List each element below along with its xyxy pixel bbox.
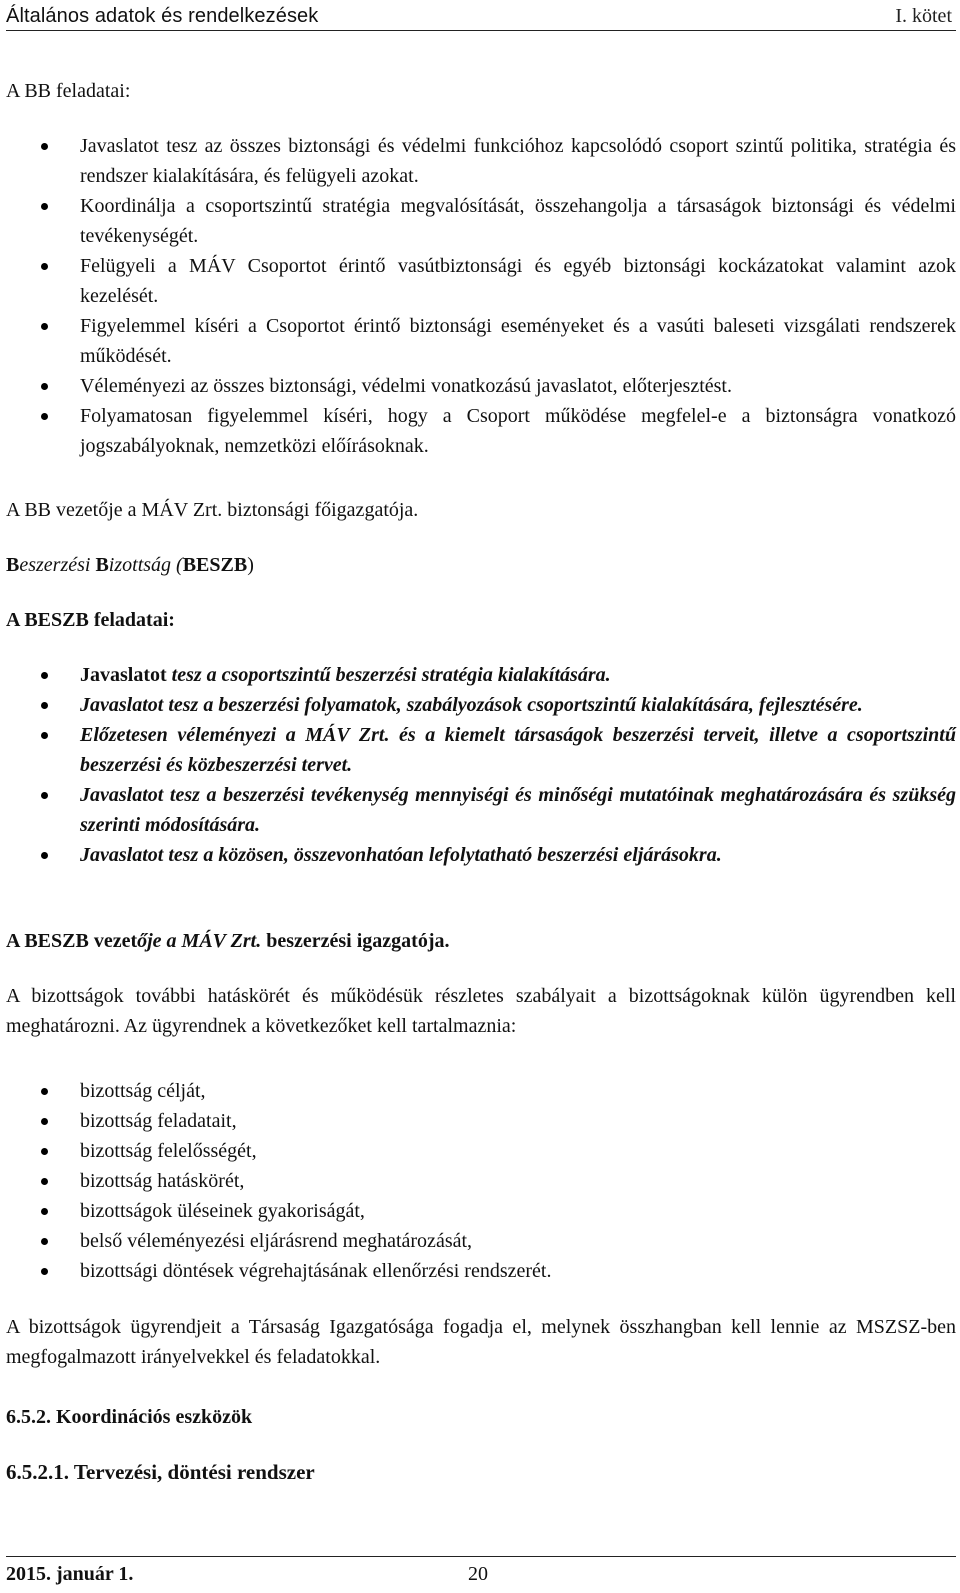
footer-date: 2015. január 1. <box>6 1563 134 1585</box>
rules-list <box>6 1076 956 1286</box>
list-item: belső véleményezési eljárásrend meghatározását, <box>6 1226 956 1256</box>
list-item: bizottság feladatait, <box>6 1106 956 1136</box>
list-item: bizottság hatáskörét, <box>6 1166 956 1196</box>
list-item: bizottság felelősségét, <box>6 1136 956 1166</box>
bb-task-list <box>6 131 956 461</box>
list-item: bizottsági döntések végrehajtásának ellenőrzési rendszerét. <box>6 1256 956 1286</box>
rules-intro: A bizottságok további hatáskörét és működésük részletes szabályait a bizottságoknak külön ügyrendben kell meghatározni. Az ügyrendnek a következőket kell tartalmaznia: <box>6 985 956 1037</box>
list-item: Javaslatot tesz az összes biztonsági és védelmi funkcióhoz kapcsolódó csoport szintű politika, stratégia és rendszer kialakítására, és felügyeli azokat. <box>6 131 956 191</box>
page-header <box>6 2 956 31</box>
list-item: bizottság célját, <box>6 1076 956 1106</box>
section-heading-6-5-2: 6.5.2. Koordinációs eszközök <box>6 1406 253 1428</box>
header-title: Általános adatok és rendelkezések <box>6 5 319 27</box>
list-item: Javaslatot tesz a csoportszintű beszerzési stratégia kialakítására. <box>6 660 956 690</box>
rules-closing: A bizottságok ügyrendjeit a Társaság Igazgatósága fogadja el, melynek összhangban kell lennie az MSZSZ-ben megfogalmazott irányelvekkel és feladatokkal. <box>6 1316 956 1368</box>
page-footer <box>6 1556 956 1585</box>
beszb-heading: A BESZB feladatai: <box>6 609 175 631</box>
list-item: Folyamatosan figyelemmel kíséri, hogy a Csoport működése megfelel-e a biztonságra vonatkozó jogszabályoknak, nemzetközi előírásoknak. <box>6 401 956 461</box>
beszb-title: Beszerzési Bizottság (BESZB) <box>6 554 254 576</box>
beszb-task-list <box>6 660 956 870</box>
list-item: Javaslatot tesz a beszerzési tevékenység mennyiségi és minőségi mutatóinak meghatározására és szükség szerinti módosítására. <box>6 780 956 840</box>
bb-heading: A BB feladatai: <box>6 80 131 102</box>
list-item: Felügyeli a MÁV Csoportot érintő vasútbiztonsági és egyéb biztonsági kockázatokat valamint azok kezelését. <box>6 251 956 311</box>
list-item: Előzetesen véleményezi a MÁV Zrt. és a kiemelt társaságok beszerzési terveit, illetve a csoportszintű beszerzési és közbeszerzési tervet. <box>6 720 956 780</box>
section-heading-6-5-2-1: 6.5.2.1. Tervezési, döntési rendszer <box>6 1460 315 1484</box>
list-item: Javaslatot tesz a beszerzési folyamatok, szabályozások csoportszintű kialakítására, fejlesztésére. <box>6 690 956 720</box>
list-item: Koordinálja a csoportszintű stratégia megvalósítását, összehangolja a társaságok biztonsági és védelmi tevékenységét. <box>6 191 956 251</box>
list-item: Véleményezi az összes biztonsági, védelmi vonatkozású javaslatot, előterjesztést. <box>6 371 956 401</box>
beszb-leader: A BESZB vezetője a MÁV Zrt. beszerzési igazgatója. <box>6 930 450 952</box>
list-item: Javaslatot tesz a közösen, összevonhatóan lefolytatható beszerzési eljárásokra. <box>6 840 956 870</box>
list-item: bizottságok üléseinek gyakoriságát, <box>6 1196 956 1226</box>
list-item: Figyelemmel kíséri a Csoportot érintő biztonsági eseményeket és a vasúti baleseti vizsgálati rendszerek működését. <box>6 311 956 371</box>
page-number: 20 <box>468 1563 488 1585</box>
header-volume: I. kötet <box>895 5 952 27</box>
bb-leader: A BB vezetője a MÁV Zrt. biztonsági főigazgatója. <box>6 499 419 521</box>
